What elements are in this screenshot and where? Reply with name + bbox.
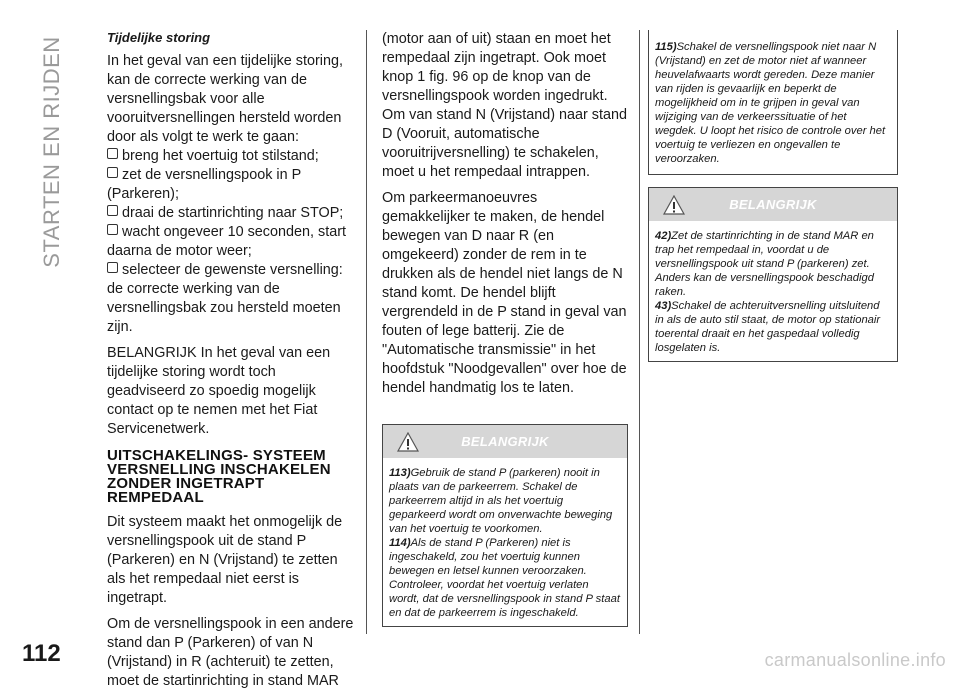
warning-title: BELANGRIJK [461, 434, 549, 449]
note-text: Als de stand P (Parkeren) niet is ingeschakeld, zou het voertuig kunnen bewegen en letsel kunnen veroorzaken. Controleer, voordat het voertuig verlaten wordt, dat de versnellingspook in stand P staat en dat de parkeerrem is ingeschakeld. [389, 537, 620, 619]
section-heading: UITSCHAKELINGS- SYSTEEM VERSNELLING INSCHAKELEN ZONDER INGETRAPT REMPEDAAL [107, 447, 331, 506]
column-2 [382, 30, 628, 627]
column-divider-1 [366, 30, 367, 634]
bullet-item [107, 223, 355, 261]
warning-body [383, 458, 627, 626]
bullet-text: draai de startinrichting naar STOP; [122, 205, 344, 221]
note-text: Schakel de achteruitversnelling uitsluitend in als de auto stil staat, de motor op stationair toerental draait en het gaspedaal volledig losgelaten is. [655, 300, 881, 354]
note-number: 43) [655, 300, 672, 312]
warning-box [382, 424, 628, 627]
important-note: BELANGRIJK In het geval van een tijdelijke storing wordt toch geadviseerd zo spoedig mogelijk contact op te nemen met het Fiat Servicenetwerk. [107, 345, 331, 437]
bullet-box-icon [107, 148, 118, 159]
column-1 [107, 30, 355, 698]
bullet-item [107, 261, 355, 337]
note-text: Gebruik de stand P (parkeren) nooit in plaats van de parkeerrem. Schakel de parkeerrem altijd in als het voertuig geparkeerd wordt om onverwachte beweging van het voertuig te voorkomen. [389, 467, 613, 535]
warning-note [389, 536, 621, 620]
note-number: 113) [389, 467, 411, 479]
body-paragraph: Dit systeem maakt het onmogelijk de versnellingspook uit de stand P (Parkeren) en N (Vrijstand) te zetten als het rempedaal niet eerst is ingetrapt. [107, 514, 343, 606]
body-paragraph: Om de versnellingspook in een andere stand dan P (Parkeren) of van N (Vrijstand) in R (achteruit) te zetten, moet de startinrichting in stand MAR [107, 616, 354, 689]
bullet-text: wacht ongeveer 10 seconden, start daarna de motor weer; [107, 224, 346, 259]
warning-title: BELANGRIJK [729, 197, 817, 212]
bullet-item [107, 204, 355, 223]
note-number: 114) [389, 537, 411, 549]
bullet-item [107, 147, 355, 166]
body-paragraph: Om parkeermanoeuvres gemakkelijker te maken, de hendel bewegen van D naar R (en omgekeerd) zonder de rem in te drukken als de hendel niet langs de N stand komt. De hendel blijft vergrendeld in de P stand in geval van fouten of lege batterij. Zie de "Automatische transmissie" in het hoofdstuk "Noodgevallen" over hoe de hendel handmatig los te laten. [382, 190, 627, 396]
warning-box [648, 187, 898, 362]
bullet-text: selecteer de gewenste versnelling: de correcte werking van de versnellingsbak zou hersteld moeten zijn. [107, 262, 343, 335]
warning-note [655, 40, 891, 166]
warning-note [655, 229, 891, 299]
body-paragraph: (motor aan of uit) staan en moet het rempedaal zijn ingetrapt. Ook moet knop 1 fig. 96 op de knop van de versnellingspook worden ingedrukt. Om van stand N (Vrijstand) naar stand D (Vooruit, automatische vooruitrijversnelling) te schakelen, moet u het rempedaal intrappen. [382, 31, 628, 180]
note-text: Zet de startinrichting in de stand MAR en trap het rempedaal in, voordat u de versnellingspook uit stand P (parkeren) zet. Anders kan de versnellingspook beschadigd raken. [655, 230, 874, 298]
footer-watermark: carmanualsonline.info [764, 650, 946, 670]
note-number: 42) [655, 230, 672, 242]
warning-note [389, 466, 621, 536]
bullet-item [107, 166, 355, 204]
page-number: 112 [22, 640, 61, 667]
column-divider-2 [639, 30, 640, 634]
chapter-title-text: STARTEN EN RIJDEN [39, 36, 64, 268]
warning-header [649, 188, 897, 221]
bullet-text: breng het voertuig tot stilstand; [122, 148, 319, 164]
column-3 [648, 30, 898, 362]
intro-paragraph: In het geval van een tijdelijke storing, kan de correcte werking van de versnellingsbak voor alle vooruitversnellingen hersteld worden door als volgt te werk te gaan: [107, 53, 343, 145]
note-number: 115) [655, 41, 677, 53]
bullet-box-icon [107, 205, 118, 216]
bullet-box-icon [107, 262, 118, 273]
warning-body [649, 221, 897, 361]
bullet-text: zet de versnellingspook in P (Parkeren); [107, 167, 301, 202]
chapter-side-title [22, 32, 82, 272]
bullet-box-icon [107, 224, 118, 235]
warning-header [383, 425, 627, 458]
note-text: Schakel de versnellingspook niet naar N (Vrijstand) en zet de motor niet af wanneer heuvelafwaarts wordt gereden. Deze manier van rijden is gevaarlijk en beperkt de mogelijkheid om in te grijpen in geval van wijziging van de verkeerssituatie of het wegdek. U loopt het risico de controle over het voertuig te verliezen en ongevallen te veroorzaken. [655, 41, 886, 165]
continued-warning-box [648, 30, 898, 175]
section-subheading: Tijdelijke storing [107, 30, 211, 45]
warning-note [655, 299, 891, 355]
bullet-box-icon [107, 167, 118, 178]
